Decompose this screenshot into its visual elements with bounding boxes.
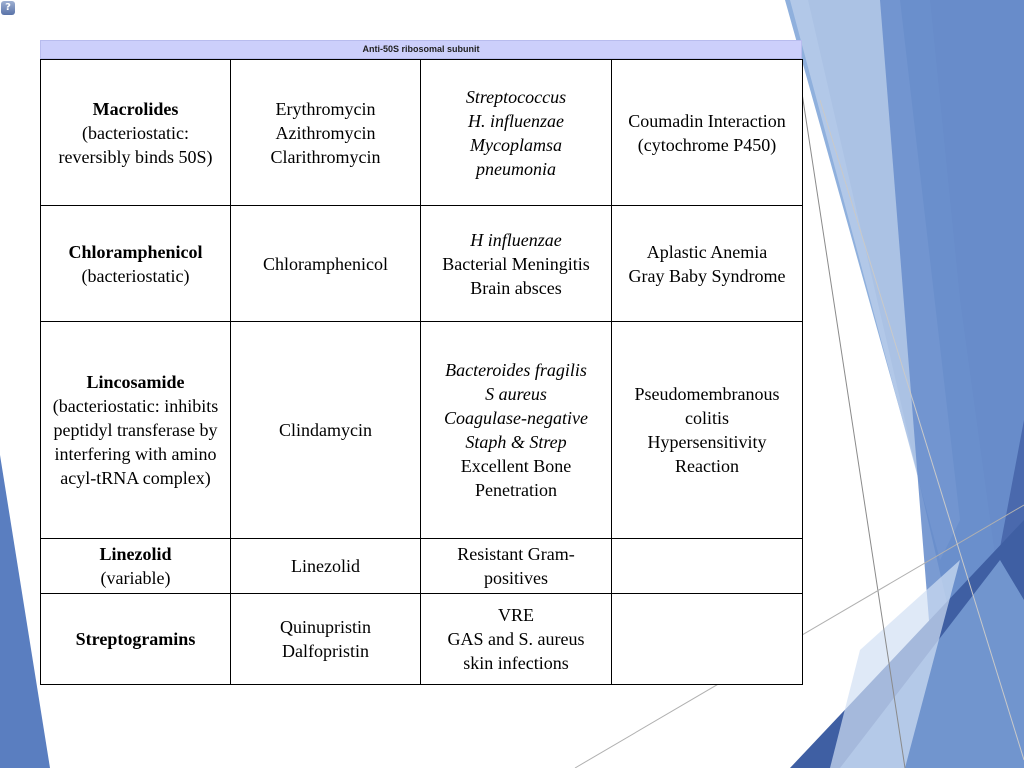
table-row xyxy=(41,594,803,685)
cell-line: Hypersensitivity xyxy=(647,432,767,452)
cell-line: (variable) xyxy=(100,568,171,588)
cell-line: Resistant Gram- xyxy=(457,544,575,564)
drug-class-cell xyxy=(41,206,231,322)
cell-line: S aureus xyxy=(485,384,547,404)
drug-class-cell xyxy=(41,539,231,594)
cell-line: Chloramphenicol xyxy=(263,253,388,274)
cell-line: (bacteriostatic: xyxy=(82,122,189,143)
side-effects-cell xyxy=(612,206,803,322)
cell-line: Azithromycin xyxy=(275,122,376,143)
cell-line: acyl-tRNA complex) xyxy=(60,468,211,488)
side-effects-cell xyxy=(612,60,803,206)
table-row xyxy=(41,322,803,539)
cell-line: Chloramphenicol xyxy=(68,241,203,262)
cell-line: positives xyxy=(483,568,548,588)
cell-line: Penetration xyxy=(475,480,557,500)
cell-line: VRE xyxy=(498,605,534,625)
cell-line: Brain absces xyxy=(470,277,562,298)
table-row xyxy=(41,539,803,594)
side-effects-cell xyxy=(612,539,803,594)
coverage-cell xyxy=(421,539,612,594)
cell-line: Bacterial Meningitis xyxy=(442,253,590,274)
cell-line: GAS and S. aureus xyxy=(447,629,585,649)
cell-line: H influenzae xyxy=(470,229,562,250)
cell-line: (bacteriostatic: inhibits xyxy=(52,396,219,416)
side-effects-cell xyxy=(612,594,803,685)
drug-class-cell xyxy=(41,60,231,206)
drug-names-cell xyxy=(231,322,421,539)
cell-line: interfering with amino xyxy=(54,444,217,464)
cell-line: (bacteriostatic) xyxy=(81,265,190,286)
cell-line: Streptococcus xyxy=(465,86,567,107)
cell-line: Bacteroides fragilis xyxy=(445,360,587,380)
cell-line: Reaction xyxy=(675,456,739,476)
cell-line: Dalfopristin xyxy=(282,641,369,661)
cell-line: Clindamycin xyxy=(279,420,372,440)
cell-line: Gray Baby Syndrome xyxy=(628,265,786,286)
cell-line: Linezolid xyxy=(291,556,360,576)
table-row xyxy=(41,206,803,322)
antibiotic-table-container xyxy=(40,40,802,685)
cell-line: Coagulase-negative xyxy=(444,408,588,428)
cell-line: Streptogramins xyxy=(75,629,196,649)
cell-line: Excellent Bone xyxy=(460,456,572,476)
coverage-cell xyxy=(421,206,612,322)
cell-line: colitis xyxy=(685,408,729,428)
cell-line: Lincosamide xyxy=(86,372,185,392)
drug-class-cell xyxy=(41,594,231,685)
table-header-bar: Anti-50S ribosomal subunit xyxy=(40,40,802,59)
cell-line: Quinupristin xyxy=(279,617,371,637)
cell-line: Aplastic Anemia xyxy=(646,241,768,262)
drug-names-cell xyxy=(231,206,421,322)
cell-line: Clarithromycin xyxy=(270,146,381,167)
cell-line: Mycoplamsa xyxy=(470,134,562,155)
cell-line: reversibly binds 50S) xyxy=(58,146,213,167)
antibiotic-table xyxy=(40,59,803,685)
cell-line: Erythromycin xyxy=(275,98,376,119)
coverage-cell xyxy=(421,60,612,206)
coverage-cell xyxy=(421,594,612,685)
cell-line: Linezolid xyxy=(99,544,172,564)
coverage-cell xyxy=(421,322,612,539)
cell-line: Staph & Strep xyxy=(465,432,567,452)
drug-names-cell xyxy=(231,594,421,685)
cell-line: (cytochrome P450) xyxy=(637,134,777,155)
cell-line: Coumadin Interaction xyxy=(628,110,786,131)
side-effects-cell xyxy=(612,322,803,539)
cell-line: peptidyl transferase by xyxy=(53,420,218,440)
table-row xyxy=(41,60,803,206)
cell-line: H. influenzae xyxy=(468,110,564,131)
drug-class-cell xyxy=(41,322,231,539)
cell-line: Pseudomembranous xyxy=(634,384,780,404)
drug-names-cell xyxy=(231,60,421,206)
drug-names-cell xyxy=(231,539,421,594)
help-icon[interactable]: ? xyxy=(1,1,15,15)
cell-line: skin infections xyxy=(463,653,569,673)
cell-line: Macrolides xyxy=(92,98,179,119)
cell-line: pneumonia xyxy=(476,158,556,179)
